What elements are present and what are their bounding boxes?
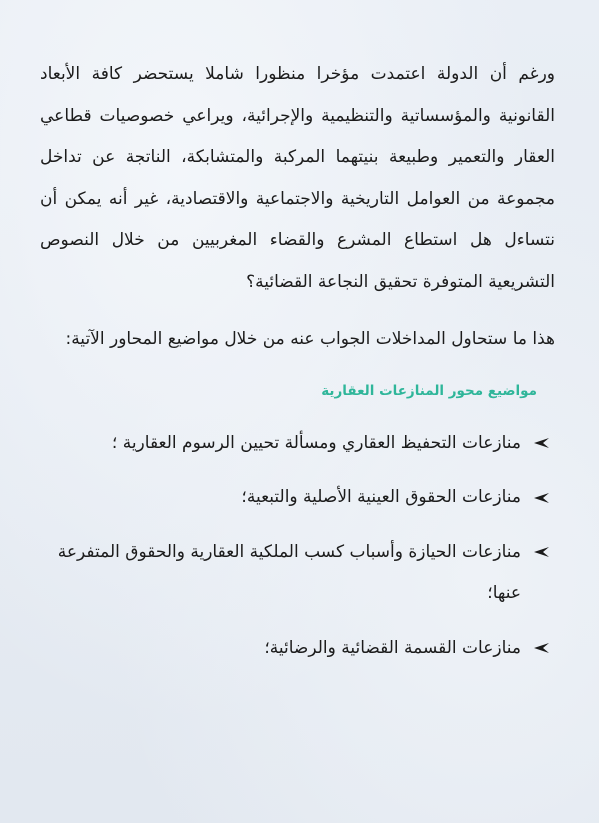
list-item (40, 477, 555, 519)
section-heading: مواضيع محور المنازعات العقارية (321, 382, 537, 399)
list-item (40, 628, 555, 670)
topic-text: منازعات الحيازة وأسباب كسب الملكية العقارية والحقوق المتفرعة عنها؛ (57, 541, 521, 603)
topic-text: منازعات التحفيظ العقاري ومسألة تحيين الرسوم العقارية ؛ (111, 432, 521, 453)
list-item (40, 532, 555, 615)
transition-paragraph: هذا ما ستحاول المداخلات الجواب عنه من خلال مواضيع المحاور الآتية: (65, 329, 555, 349)
arrowhead-bullet-icon (521, 628, 555, 670)
arrowhead-bullet-icon (521, 423, 555, 465)
arrowhead-bullet-icon (521, 532, 555, 574)
topics-list (40, 423, 555, 670)
list-item (40, 423, 555, 465)
intro-paragraph: ورغم أن الدولة اعتمدت مؤخرا منظورا شاملا يستحضر كافة الأبعاد القانونية والمؤسساتية والتنظيمية والإجرائية، ويراعي خصوصيات قطاعي العقار والتعمير وطبيعة بنيتهما المركبة والمتشابكة، الناتجة عن تداخل مجموعة من العوامل التاريخية والاجتماعية والاقتصادية، غير أنه يمكن أن نتساءل هل استطاع المشرع والقضاء المغربيين من خلال النصوص التشريعية المتوفرة تحقيق النجاعة القضائية؟ (40, 64, 555, 292)
document-body (40, 54, 555, 682)
topic-text: منازعات الحقوق العينية الأصلية والتبعية؛ (241, 487, 521, 507)
topic-text: منازعات القسمة القضائية والرضائية؛ (264, 637, 521, 658)
arrowhead-bullet-icon (521, 477, 555, 519)
